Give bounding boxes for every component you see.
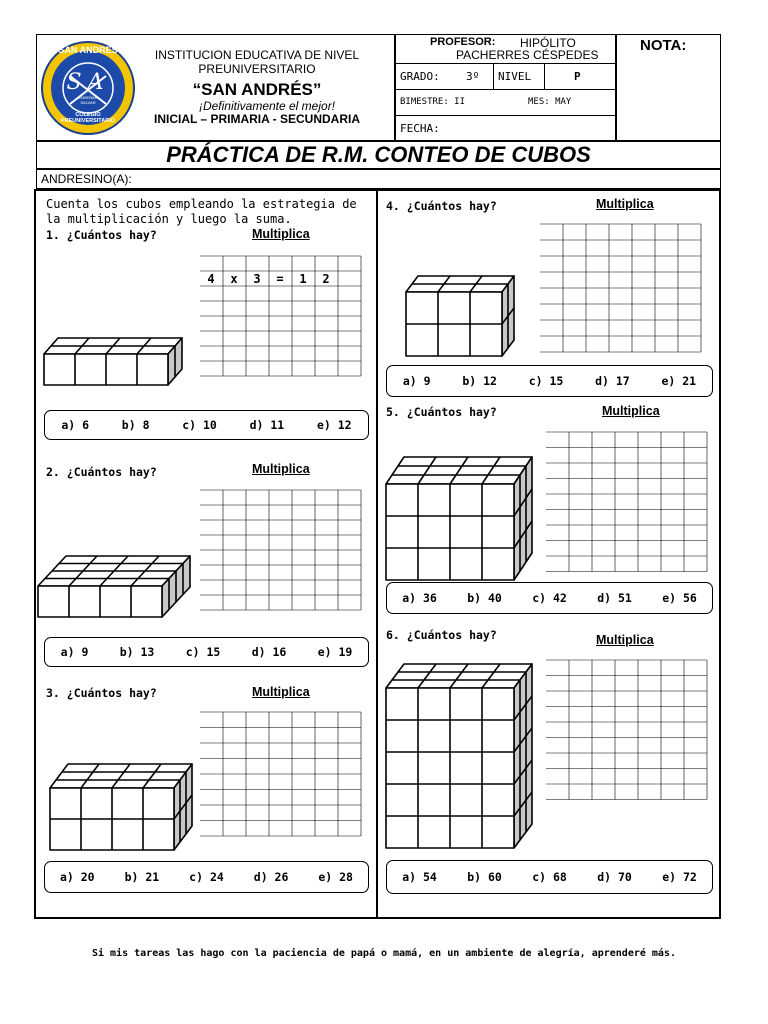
example-cell-1: 4 [207,272,215,286]
q6-option-c[interactable]: c) 68 [532,870,567,884]
nivel-value: P [574,70,581,83]
q2-option-d[interactable]: d) 16 [251,645,287,659]
q2-multiplica: Multiplica [252,462,310,476]
q3-option-c[interactable]: c) 24 [189,870,224,884]
q4-title: 4. ¿Cuántos hay? [386,199,497,213]
cube-block [406,276,514,356]
q2-answers[interactable] [44,637,369,667]
q1-answers[interactable] [44,410,369,440]
q5-title: 5. ¿Cuántos hay? [386,405,497,419]
header-box [36,34,721,141]
q1-multiplica: Multiplica [252,227,310,241]
instructions: Cuenta los cubos empleando la estrategia de la multiplicación y luego la suma. [46,197,357,226]
logo-small-text: ENSEÑAR SALVAR [78,95,98,105]
answer-grid-lines [546,660,707,800]
q6-option-b[interactable]: b) 60 [467,870,502,884]
answer-grid-lines [546,432,707,572]
q5-answers[interactable] [386,582,713,614]
answer-grid-lines [200,490,361,610]
logo-bottom-text: COLEGIO PREUNIVERSITARIO [61,112,115,124]
q1-option-c[interactable]: c) 10 [182,418,217,432]
page-title: PRÁCTICA DE R.M. CONTEO DE CUBOS [166,142,591,167]
q5-cube-figure [384,448,554,578]
levels: INICIAL – PRIMARIA - SECUNDARIA [153,112,360,126]
q3-option-e[interactable]: e) 28 [318,870,353,884]
q4-multiplica: Multiplica [596,197,654,211]
profesor-name-2: PACHERRES CÉSPEDES [456,48,599,62]
example-cell-3: 3 [253,272,261,286]
q6-option-d[interactable]: d) 70 [597,870,632,884]
q1-option-a[interactable]: a) 6 [61,418,90,432]
q1-title: 1. ¿Cuántos hay? [46,228,157,242]
nivel-label: NIVEL [498,70,532,83]
q2-cube-figure [36,528,206,618]
q4-option-a[interactable]: a) 9 [402,374,431,388]
cube-block [386,457,532,580]
grado-label: GRADO: [400,70,440,83]
q3-option-d[interactable]: d) 26 [253,870,289,884]
cube-block [50,764,192,850]
motto: ¡Definitivamente el mejor! [198,99,336,113]
q3-title: 3. ¿Cuántos hay? [46,686,157,700]
q6-multiplica: Multiplica [596,633,654,647]
student-box [36,169,721,189]
q2-option-e[interactable]: e) 19 [317,645,353,659]
q5-grid[interactable] [546,432,708,572]
q4-cube-figure [402,270,532,360]
student-label: ANDRESINO(A): [41,172,132,186]
q6-title: 6. ¿Cuántos hay? [386,628,497,642]
q1-option-e[interactable]: e) 12 [316,418,352,432]
cube-block [386,664,532,848]
q6-option-a[interactable]: a) 54 [402,870,437,884]
profesor-name-1: HIPÓLITO [520,36,576,50]
example-cell-5: 1 [299,272,307,286]
q2-option-b[interactable]: b) 13 [119,645,155,659]
q3-grid[interactable] [200,712,362,836]
q1-option-d[interactable]: d) 11 [249,418,285,432]
q2-option-a[interactable]: a) 9 [60,645,89,659]
q2-grid[interactable] [200,490,362,610]
answer-grid-lines [540,224,701,352]
institution-line: INSTITUCION EDUCATIVA DE NIVEL PREUNIVERSITARIO [154,48,360,76]
cube-block [38,556,190,617]
q3-answers[interactable] [44,861,369,893]
q4-option-c[interactable]: c) 15 [528,374,564,388]
logo-monogram: SA [66,70,110,95]
bimestre: BIMESTRE: II [400,97,466,107]
footer-message: Si mis tareas las hago con la paciencia de papá o mamá, en un ambiente de alegría, aprenderé más. [92,948,676,959]
example-cell-4: = [276,272,284,286]
example-cell-2: x [230,272,238,286]
q5-option-b[interactable]: b) 40 [467,591,502,605]
q5-multiplica: Multiplica [602,404,660,418]
q4-option-d[interactable]: d) 17 [595,374,630,388]
q5-option-e[interactable]: e) 56 [662,591,697,605]
q2-option-c[interactable]: c) 15 [185,645,221,659]
q3-option-b[interactable]: b) 21 [124,870,160,884]
q5-option-d[interactable]: d) 51 [597,591,632,605]
q4-option-b[interactable]: b) 12 [462,374,497,388]
example-cell-6: 2 [322,272,330,286]
logo-top-text: SAN ANDRES [58,45,118,55]
cube-block [44,338,182,385]
q4-option-e[interactable]: e) 21 [661,374,697,388]
profesor-label: PROFESOR: [430,36,496,48]
answer-grid-lines [200,712,361,836]
q4-grid[interactable] [540,224,702,352]
mes: MES: MAY [528,97,572,107]
q4-answers[interactable] [386,365,713,397]
q6-option-e[interactable]: e) 72 [662,870,697,884]
q5-option-c[interactable]: c) 42 [532,591,567,605]
q2-title: 2. ¿Cuántos hay? [46,465,157,479]
q5-option-a[interactable]: a) 36 [402,591,437,605]
q3-option-a[interactable]: a) 20 [59,870,95,884]
nota-label: NOTA: [640,37,687,54]
q3-cube-figure [46,752,206,852]
fecha-label: FECHA: [400,122,440,135]
q1-cube-figure [40,320,200,392]
q3-multiplica: Multiplica [252,685,310,699]
q1-option-b[interactable]: b) 8 [121,418,150,432]
school-name: “SAN ANDRÉS” [192,80,322,99]
grado-value: 3º [466,70,480,83]
q6-cube-figure [384,658,554,848]
q6-grid[interactable] [546,660,708,800]
q6-answers[interactable] [386,860,713,894]
